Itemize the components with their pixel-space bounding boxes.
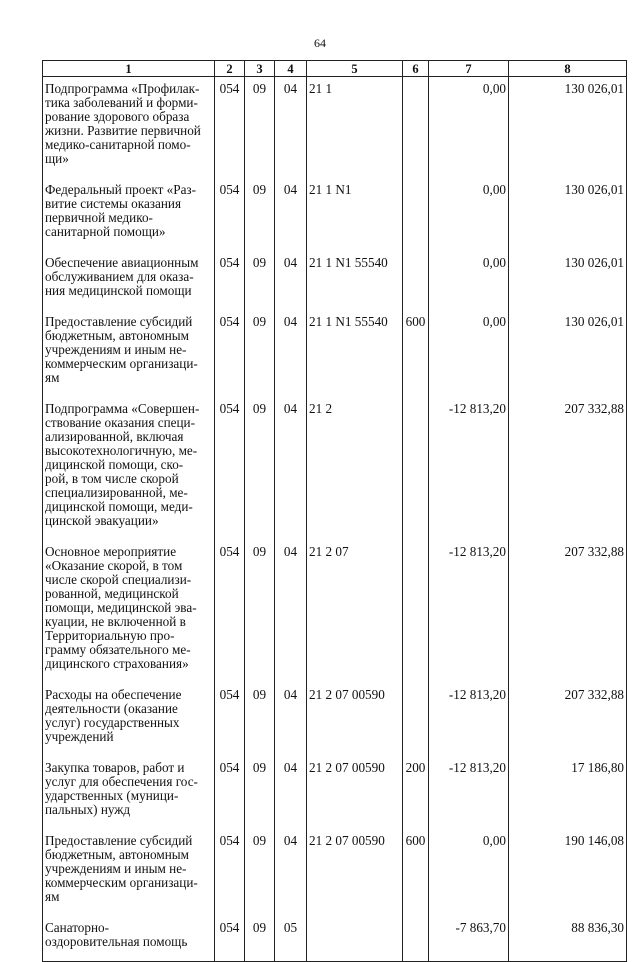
- ministry-code-cell: 054: [215, 916, 245, 962]
- name-cell: Санаторно- оздоровительная помощь: [43, 916, 215, 962]
- subsection-code-cell: 04: [275, 683, 307, 756]
- expense-type-cell: [403, 397, 429, 540]
- section-code-cell: 09: [245, 540, 275, 683]
- column-header-3: 3: [245, 61, 275, 77]
- section-code-cell: 09: [245, 916, 275, 962]
- section-code-cell: 09: [245, 756, 275, 829]
- target-article-cell: 21 1 N1: [307, 178, 403, 251]
- change-amount-cell: 0,00: [429, 310, 509, 397]
- table-row: [43, 829, 627, 916]
- section-code-cell: 09: [245, 77, 275, 179]
- section-code-cell: 09: [245, 251, 275, 310]
- expense-type-cell: [403, 683, 429, 756]
- table-row: [43, 251, 627, 310]
- subsection-code-cell: 04: [275, 77, 307, 179]
- total-amount-cell: 130 026,01: [509, 251, 627, 310]
- subsection-code-cell: 04: [275, 310, 307, 397]
- change-amount-cell: -7 863,70: [429, 916, 509, 962]
- table-header-row: [43, 61, 627, 77]
- total-amount-cell: 130 026,01: [509, 178, 627, 251]
- column-header-6: 6: [403, 61, 429, 77]
- change-amount-cell: 0,00: [429, 77, 509, 179]
- total-amount-cell: 130 026,01: [509, 77, 627, 179]
- table-row: [43, 683, 627, 756]
- expense-type-cell: [403, 77, 429, 179]
- column-header-8: 8: [509, 61, 627, 77]
- change-amount-cell: -12 813,20: [429, 397, 509, 540]
- expense-type-cell: 600: [403, 310, 429, 397]
- table-row: [43, 397, 627, 540]
- expense-type-cell: 200: [403, 756, 429, 829]
- ministry-code-cell: 054: [215, 178, 245, 251]
- ministry-code-cell: 054: [215, 310, 245, 397]
- name-cell: Основное мероприятие «Оказание скорой, в том числе скорой специализи- рованной, медицинской помощи, медицинской эва- куации, не включенной в Территориальную про- грамму обязательного ме- дицинского страхования»: [43, 540, 215, 683]
- total-amount-cell: 88 836,30: [509, 916, 627, 962]
- table-row: [43, 540, 627, 683]
- ministry-code-cell: 054: [215, 397, 245, 540]
- section-code-cell: 09: [245, 310, 275, 397]
- column-header-2: 2: [215, 61, 245, 77]
- expense-type-cell: [403, 916, 429, 962]
- name-cell: Закупка товаров, работ и услуг для обеспечения гос- ударственных (муници- пальных) нужд: [43, 756, 215, 829]
- table-body: [43, 77, 627, 962]
- name-cell: Предоставление субсидий бюджетным, автономным учреждениям и иным не- коммерческим организаци- ям: [43, 829, 215, 916]
- table-row: [43, 916, 627, 962]
- column-header-7: 7: [429, 61, 509, 77]
- target-article-cell: 21 2 07: [307, 540, 403, 683]
- change-amount-cell: -12 813,20: [429, 540, 509, 683]
- expense-type-cell: [403, 540, 429, 683]
- total-amount-cell: 130 026,01: [509, 310, 627, 397]
- section-code-cell: 09: [245, 178, 275, 251]
- ministry-code-cell: 054: [215, 251, 245, 310]
- target-article-cell: 21 1 N1 55540: [307, 310, 403, 397]
- table-row: [43, 178, 627, 251]
- target-article-cell: 21 2 07 00590: [307, 756, 403, 829]
- ministry-code-cell: 054: [215, 540, 245, 683]
- table-row: [43, 310, 627, 397]
- page-number: 64: [314, 36, 326, 50]
- name-cell: Подпрограмма «Совершен- ствование оказания специ- ализированной, включая высокотехнологичную, ме- дицинской помощи, ско- рой, в том числе скорой специализированной, ме- дицинской помощи, меди- цинской эвакуации»: [43, 397, 215, 540]
- expense-type-cell: 600: [403, 829, 429, 916]
- change-amount-cell: 0,00: [429, 178, 509, 251]
- ministry-code-cell: 054: [215, 829, 245, 916]
- change-amount-cell: 0,00: [429, 829, 509, 916]
- column-header-5: 5: [307, 61, 403, 77]
- subsection-code-cell: 04: [275, 397, 307, 540]
- subsection-code-cell: 04: [275, 251, 307, 310]
- target-article-cell: 21 2 07 00590: [307, 829, 403, 916]
- subsection-code-cell: 04: [275, 178, 307, 251]
- subsection-code-cell: 04: [275, 829, 307, 916]
- target-article-cell: [307, 916, 403, 962]
- section-code-cell: 09: [245, 683, 275, 756]
- ministry-code-cell: 054: [215, 77, 245, 179]
- column-header-1: 1: [43, 61, 215, 77]
- section-code-cell: 09: [245, 829, 275, 916]
- expense-type-cell: [403, 251, 429, 310]
- ministry-code-cell: 054: [215, 683, 245, 756]
- change-amount-cell: -12 813,20: [429, 683, 509, 756]
- target-article-cell: 21 2 07 00590: [307, 683, 403, 756]
- target-article-cell: 21 2: [307, 397, 403, 540]
- subsection-code-cell: 04: [275, 756, 307, 829]
- name-cell: Подпрограмма «Профилак- тика заболеваний и форми- рование здорового образа жизни. Развитие первичной медико-санитарной помо- щи»: [43, 77, 215, 179]
- change-amount-cell: -12 813,20: [429, 756, 509, 829]
- total-amount-cell: 207 332,88: [509, 683, 627, 756]
- ministry-code-cell: 054: [215, 756, 245, 829]
- expense-type-cell: [403, 178, 429, 251]
- change-amount-cell: 0,00: [429, 251, 509, 310]
- total-amount-cell: 207 332,88: [509, 397, 627, 540]
- subsection-code-cell: 04: [275, 540, 307, 683]
- total-amount-cell: 207 332,88: [509, 540, 627, 683]
- total-amount-cell: 190 146,08: [509, 829, 627, 916]
- subsection-code-cell: 05: [275, 916, 307, 962]
- budget-table: [42, 60, 627, 962]
- total-amount-cell: 17 186,80: [509, 756, 627, 829]
- section-code-cell: 09: [245, 397, 275, 540]
- target-article-cell: 21 1 N1 55540: [307, 251, 403, 310]
- column-header-4: 4: [275, 61, 307, 77]
- name-cell: Обеспечение авиационным обслуживанием для оказа- ния медицинской помощи: [43, 251, 215, 310]
- name-cell: Расходы на обеспечение деятельности (оказание услуг) государственных учреждений: [43, 683, 215, 756]
- target-article-cell: 21 1: [307, 77, 403, 179]
- name-cell: Федеральный проект «Раз- витие системы оказания первичной медико- санитарной помощи»: [43, 178, 215, 251]
- table-row: [43, 756, 627, 829]
- name-cell: Предоставление субсидий бюджетным, автономным учреждениям и иным не- коммерческим организаци- ям: [43, 310, 215, 397]
- table-row: [43, 77, 627, 179]
